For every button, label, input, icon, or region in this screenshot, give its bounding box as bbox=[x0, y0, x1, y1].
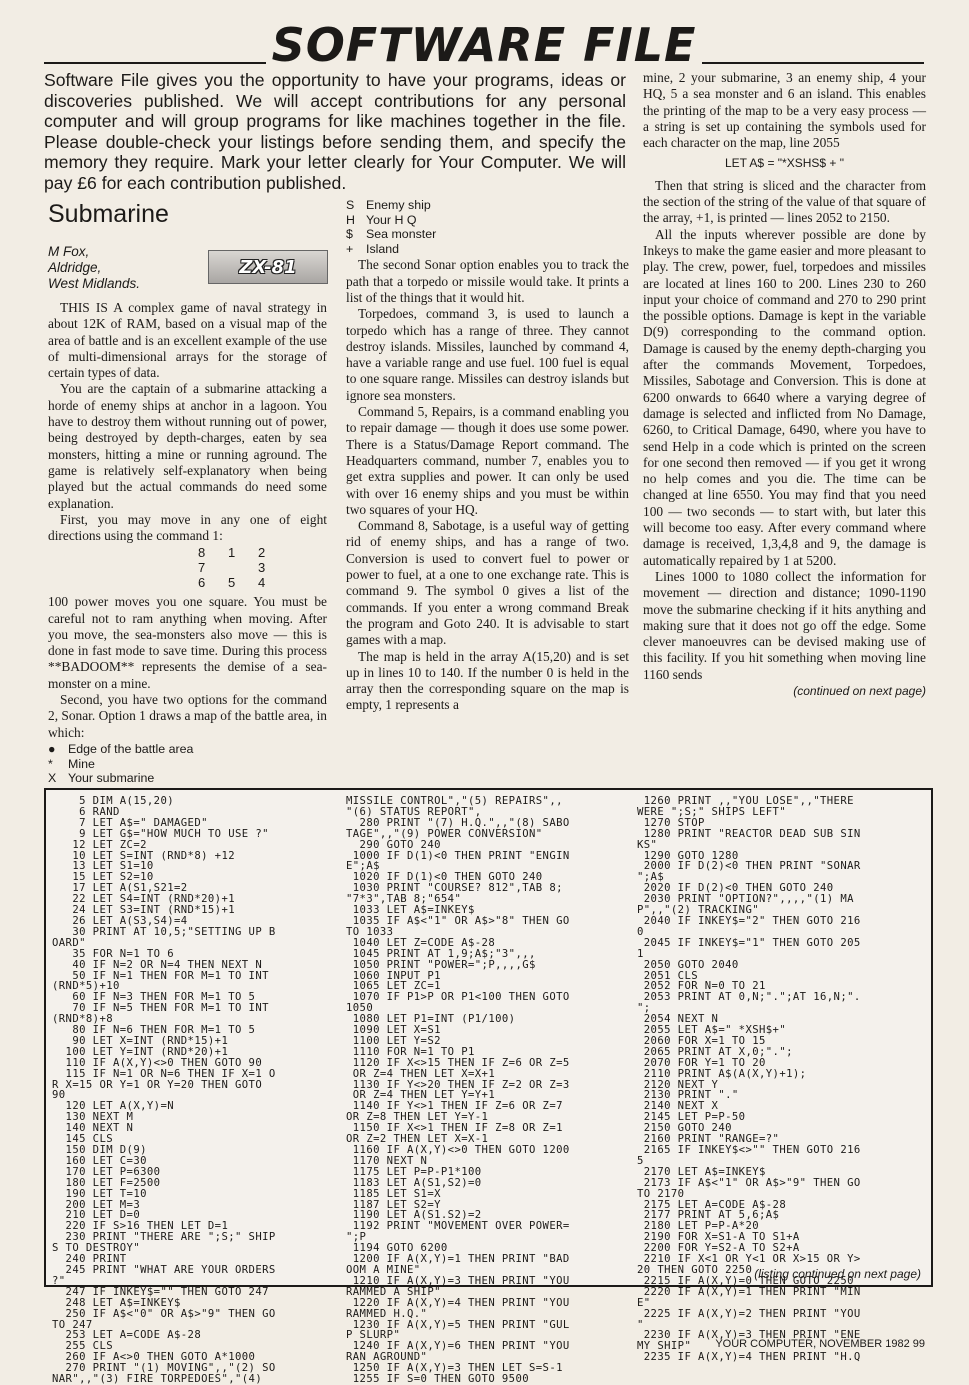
paragraph: mine, 2 your submarine, 3 an enemy ship, 4 your HQ, 5 a sea monster and 6 an island. This enables the printing of the map to be a very easy process — a string is set up containing the symbols used for each character on the map, line 2055 bbox=[643, 70, 926, 151]
author-town: Aldridge, bbox=[48, 260, 102, 275]
paragraph: You are the captain of a submarine attacking a horde of enemy ships at anchor in a lagoon. You have to destroy them without running out of power, being destroyed by depth-charges, eaten by sea monsters, hitting a mine or running aground. The game is relatively self-explanatory when being played but the actual commands do need some explanation. bbox=[48, 381, 327, 511]
legend-item: X Your submarine bbox=[48, 771, 155, 786]
continued-note: (continued on next page) bbox=[793, 683, 926, 698]
section-header bbox=[44, 16, 924, 70]
paragraph: First, you may move in any one of eight directions using the command 1: bbox=[48, 511, 327, 544]
paragraph: Lines 1000 to 1080 collect the information for movement — direction and distance; 1090-1190 move the submarine checking if it hits anything and making sure that it does not go off the edge. Some clever manoeuvres can be devised making use of this facility. If you hit something when moving line 1160 sends bbox=[643, 568, 926, 682]
author-name: M Fox, bbox=[48, 244, 90, 259]
article-column-2 bbox=[346, 197, 629, 714]
map-legend bbox=[48, 742, 327, 786]
paragraph: Torpedoes, command 3, is used to launch a torpedo which has a range of three. They cannot destroy islands. Missiles, launched by command 4, have a variable range and use fuel. 100 fuel is equal to one square range. Missiles can destroy islands but ignore sea monsters. bbox=[346, 306, 629, 403]
paragraph: The second Sonar option enables you to track the path that a torpedo or missile would take. It prints a list of the things that it would hit. bbox=[346, 257, 629, 305]
paragraph: 100 power moves you one square. You must be careful not to ram anything when moving. After you move, the sea-monsters also move — this is done in fast mode to save time. During this process **BADOOM** represents the demise of a sea-monster on a mine. bbox=[48, 594, 327, 691]
legend-item: S Enemy ship bbox=[346, 198, 431, 212]
article-title: Submarine bbox=[48, 200, 169, 228]
paragraph: Second, you have two options for the command 2, Sonar. Option 1 draws a map of the battle area, in which: bbox=[48, 692, 327, 740]
paragraph: THIS IS A complex game of naval strategy in about 12K of RAM, based on a visual map of the area of battle and is an excellent example of the use of multi-dimensional arrays for the storage of certain types of data. bbox=[48, 300, 327, 381]
legend-item: * Mine bbox=[48, 756, 95, 771]
paragraph: All the inputs wherever possible are done by Inkeys to make the game easier and more pleasant to play. The crew, power, fuel, torpedoes and missiles are located at lines 160 to 200. Lines 230 to 260 input your choice of command and 270 to 290 print the possible options. Damage is kept in the variable D(9) corresponding to the command option. Damage is caused by the enemy depth-charging you after the commands Movement, Torpedoes, Missiles, Sabotage and Conversion. This is done at 6200 onwards to 6640 where a varying degree of damage is selected and inflicted from No Damage, 6260, to Critical Damage, 6490, where you have to send Help in a code which is printed on the screen for one second then removed — if you get it wrong no help comes and you die. The time can be changed at line 6550. You may find that you need 100 — two seconds — to start with, but later this will become too easy. After every command where damage is received, 1,3,4,8 and 9, the damage is automatically repaired by 1 at 5200. bbox=[643, 226, 926, 568]
legend-item: H Your H Q bbox=[346, 212, 417, 227]
legend-item: + Island bbox=[346, 241, 400, 256]
platform-badge: ZX-81 bbox=[208, 250, 328, 284]
legend-item: ● Edge of the battle area bbox=[48, 741, 194, 756]
direction-grid: 8 1 2 7 3 6 5 4 bbox=[198, 545, 266, 590]
paragraph: Command 8, Sabotage, is a useful way of getting rid of enemy ships, and has a range of two. Conversion is used to convert fuel to power or power to fuel, at a one to one exchange rate. This is command 9. The symbol 0 gives a list of the commands. If you enter a wrong command Break the program and Goto 240. It is advisable to start games with a map. bbox=[346, 518, 629, 648]
listing-column-1: 5 DIM A(15,20) 6 RAND 7 LET A$=" DAMAGED" 9 LET G$="HOW MUCH TO USE ?" 12 LET ZC=2 10 LET S=INT (RND*8) +12 13 LET S1=10 15 LET S2=10 17 LET A(S1,S21=2 22 LET S4=INT (RND*20)+1 24 LET S3=INT (RND*15)+1 26 LET A(S3,S4)=4 30 PRINT AT 10,5;"SETTING UP B OARD" 35 FOR N=1 TO 6 40 IF N=2 OR N=4 THEN NEXT N 50 IF N=1 THEN FOR M=1 TO INT (RND*5)+10 60 IF N=3 THEN FOR M=1 TO 5 70 IF N=5 THEN FOR M=1 TO INT (RND*8)+8 80 IF N=6 THEN FOR M=1 TO 5 90 LET X=INT (RND*15)+1 100 LET Y=INT (RND*20)+1 110 IF A(X,Y)<>0 THEN GOTO 90 115 IF N=1 OR N=6 THEN IF X=1 O R X=15 OR Y=1 OR Y=20 THEN GOTO 90 120 LET A(X,Y)=N 130 NEXT M 140 NEXT N 145 CLS 150 DIM D(9) 160 LET C=30 170 LET P=6300 180 LET F=2500 190 LET T=10 200 LET M=3 210 LET D=0 220 IF S>16 THEN LET D=1 230 PRINT "THERE ARE ";S;" SHIP S TO DESTROY" 240 PRINT 245 PRINT "WHAT ARE YOUR ORDERS ?" 247 IF INKEY$="" THEN GOTO 247 248 LET A$=INKEY$ 250 IF A$<"0" OR A$>"9" THEN GO TO 247 253 LET A=CODE A$-28 255 CLS 260 IF A<>0 THEN GOTO A*1000 270 PRINT "(1) MOVING",,"(2) SO NAR",,"(3) FIRE TORPEDOES","(4) bbox=[52, 795, 276, 1385]
author-block bbox=[48, 244, 140, 292]
listing-continued-note: (listing continued on next page) bbox=[754, 1267, 921, 1281]
listing-column-2: MISSILE CONTROL","(5) REPAIRS",, "(6) STATUS REPORT", 280 PRINT "(7) H.Q.",,"(8) SABO TAGE",,"(9) POWER CONVERSION" 290 GOTO 240 1000 IF D(1)<0 THEN PRINT "ENGIN E";A$ 1020 IF D(1)<0 THEN GOTO 240 1030 PRINT "COURSE? 812",TAB 8; "7*3",TAB 8;"654" 1033 LET A$=INKEY$ 1035 IF A$<"1" OR A$>"8" THEN GO TO 1033 1040 LET Z=CODE A$-28 1045 PRINT AT 1,9;A$;"3",,, 1050 PRINT "POWER=";P,,,,G$ 1060 INPUT P1 1065 LET ZC=1 1070 IF P1>P OR P1<100 THEN GOTO 1050 1080 LET P1=INT (P1/100) 1090 LET X=S1 1100 LET Y=S2 1110 FOR N=1 TO P1 1120 IF X<>15 THEN IF Z=6 OR Z=5 OR Z=4 THEN LET X=X+1 1130 IF Y<>20 THEN IF Z=2 OR Z=3 OR Z=4 THEN LET Y=Y+1 1140 IF Y<>1 THEN IF Z=6 OR Z=7 OR Z=8 THEN LET Y=Y-1 1150 IF X<>1 THEN IF Z=8 OR Z=1 OR Z=2 THEN LET X=X-1 1160 IF A(X,Y)<>0 THEN GOTO 1200 1170 NEXT N 1175 LET P=P-P1*100 1183 LET A(S1,S2)=0 1185 LET S1=X 1187 LET S2=Y 1190 LET A(S1.S2)=2 1192 PRINT "MOVEMENT OVER POWER= ";P 1194 GOTO 6200 1200 IF A(X,Y)=1 THEN PRINT "BAD OOM A MINE" 1210 IF A(X,Y)=3 THEN PRINT "YOU RAMMED A SHIP" 1220 IF A(X,Y)=4 THEN PRINT "YOU RAMMED H.Q." 1230 IF A(X,Y)=5 THEN PRINT "GUL P SLURP" 1240 IF A(X,Y)=6 THEN PRINT "YOU RAN AGROUND" 1250 IF A(X,Y)=3 THEN LET S=S-1 1255 IF S=0 THEN GOTO 9500 bbox=[346, 795, 570, 1385]
paragraph: The map is held in the array A(15,20) and is set up in lines 10 to 140. If the number 0 is held in the array then the corresponding square on the map is empty, 1 represents a bbox=[346, 648, 629, 713]
map-legend bbox=[346, 198, 629, 256]
author-region: West Midlands. bbox=[48, 276, 141, 291]
article-column-3 bbox=[643, 70, 926, 699]
page-footer: YOUR COMPUTER, NOVEMBER 1982 99 bbox=[715, 1338, 925, 1350]
code-formula: LET A$ = "*XSHS$ + " bbox=[724, 156, 845, 171]
paragraph: Then that string is sliced and the character from the section of the string of the value of that square of the array, +1, is printed — lines 2052 to 2150. bbox=[643, 177, 926, 226]
intro-text: Software File gives you the opportunity to have your programs, ideas or discoveries published. We will accept contributions for any personal computer and will group programs for like machines together in the file. Please double-check your listings before sending them, and specify the memory they require. Mark your letter clearly for Your Computer. We will pay £6 for each contribution published. bbox=[44, 70, 626, 193]
paragraph: Command 5, Repairs, is a command enabling you to repair damage — though it does use some power. There is a Status/Damage Report command. The Headquarters command, number 7, enables you to get extra supplies and power. It can only be used with over 16 enemy ships and you must be within two squares of your HQ. bbox=[346, 404, 629, 517]
section-title: SOFTWARE FILE bbox=[44, 18, 924, 72]
article-column-1 bbox=[48, 300, 327, 787]
listing-column-3: 1260 PRINT ,,"YOU LOSE",,"THERE WERE ";S;" SHIPS LEFT" 1270 STOP 1280 PRINT "REACTOR DEAD SUB SIN KS" 1290 GOTO 1280 2000 IF D(2)<0 THEN PRINT "SONAR ";A$ 2020 IF D(2)<0 THEN GOTO 240 2030 PRINT "OPTION?",,,,"(1) MA P",,"(2) TRACKING" 2040 IF INKEY$="2" THEN GOTO 216 0 2045 IF INKEY$="1" THEN GOTO 205 1 2050 GOTO 2040 2051 CLS 2052 FOR N=0 TO 21 2053 PRINT AT 0,N;".";AT 16,N;". "; 2054 NEXT N 2055 LET A$=" *XSH$+" 2060 FOR X=1 TO 15 2065 PRINT AT X,0;"."; 2070 FOR Y=1 TO 20 2110 PRINT A$(A(X,Y)+1); 2120 NEXT Y 2130 PRINT "." 2140 NEXT X 2145 LET P=P-50 2150 GOTO 240 2160 PRINT "RANGE=?" 2165 IF INKEY$<>"" THEN GOTO 216 5 2170 LET A$=INKEY$ 2173 IF A$<"1" OR A$>"9" THEN GO TO 2170 2175 LET A=CODE A$-28 2177 PRINT AT 5,6;A$ 2180 LET P=P-A*20 2190 FOR X=S1-A TO S1+A 2200 FOR Y=S2-A TO S2+A 2210 IF X<1 OR Y<1 OR X>15 OR Y> 20 THEN GOTO 2250 2215 IF A(X,Y)=0 THEN GOTO 2250 2220 IF A(X,Y)=1 THEN PRINT "MIN E" 2225 IF A(X,Y)=2 THEN PRINT "YOU " 2230 IF A(X,Y)=3 THEN PRINT "ENE MY SHIP" 2235 IF A(X,Y)=4 THEN PRINT "H.Q bbox=[637, 795, 861, 1364]
legend-item: $ Sea monster bbox=[346, 227, 437, 242]
